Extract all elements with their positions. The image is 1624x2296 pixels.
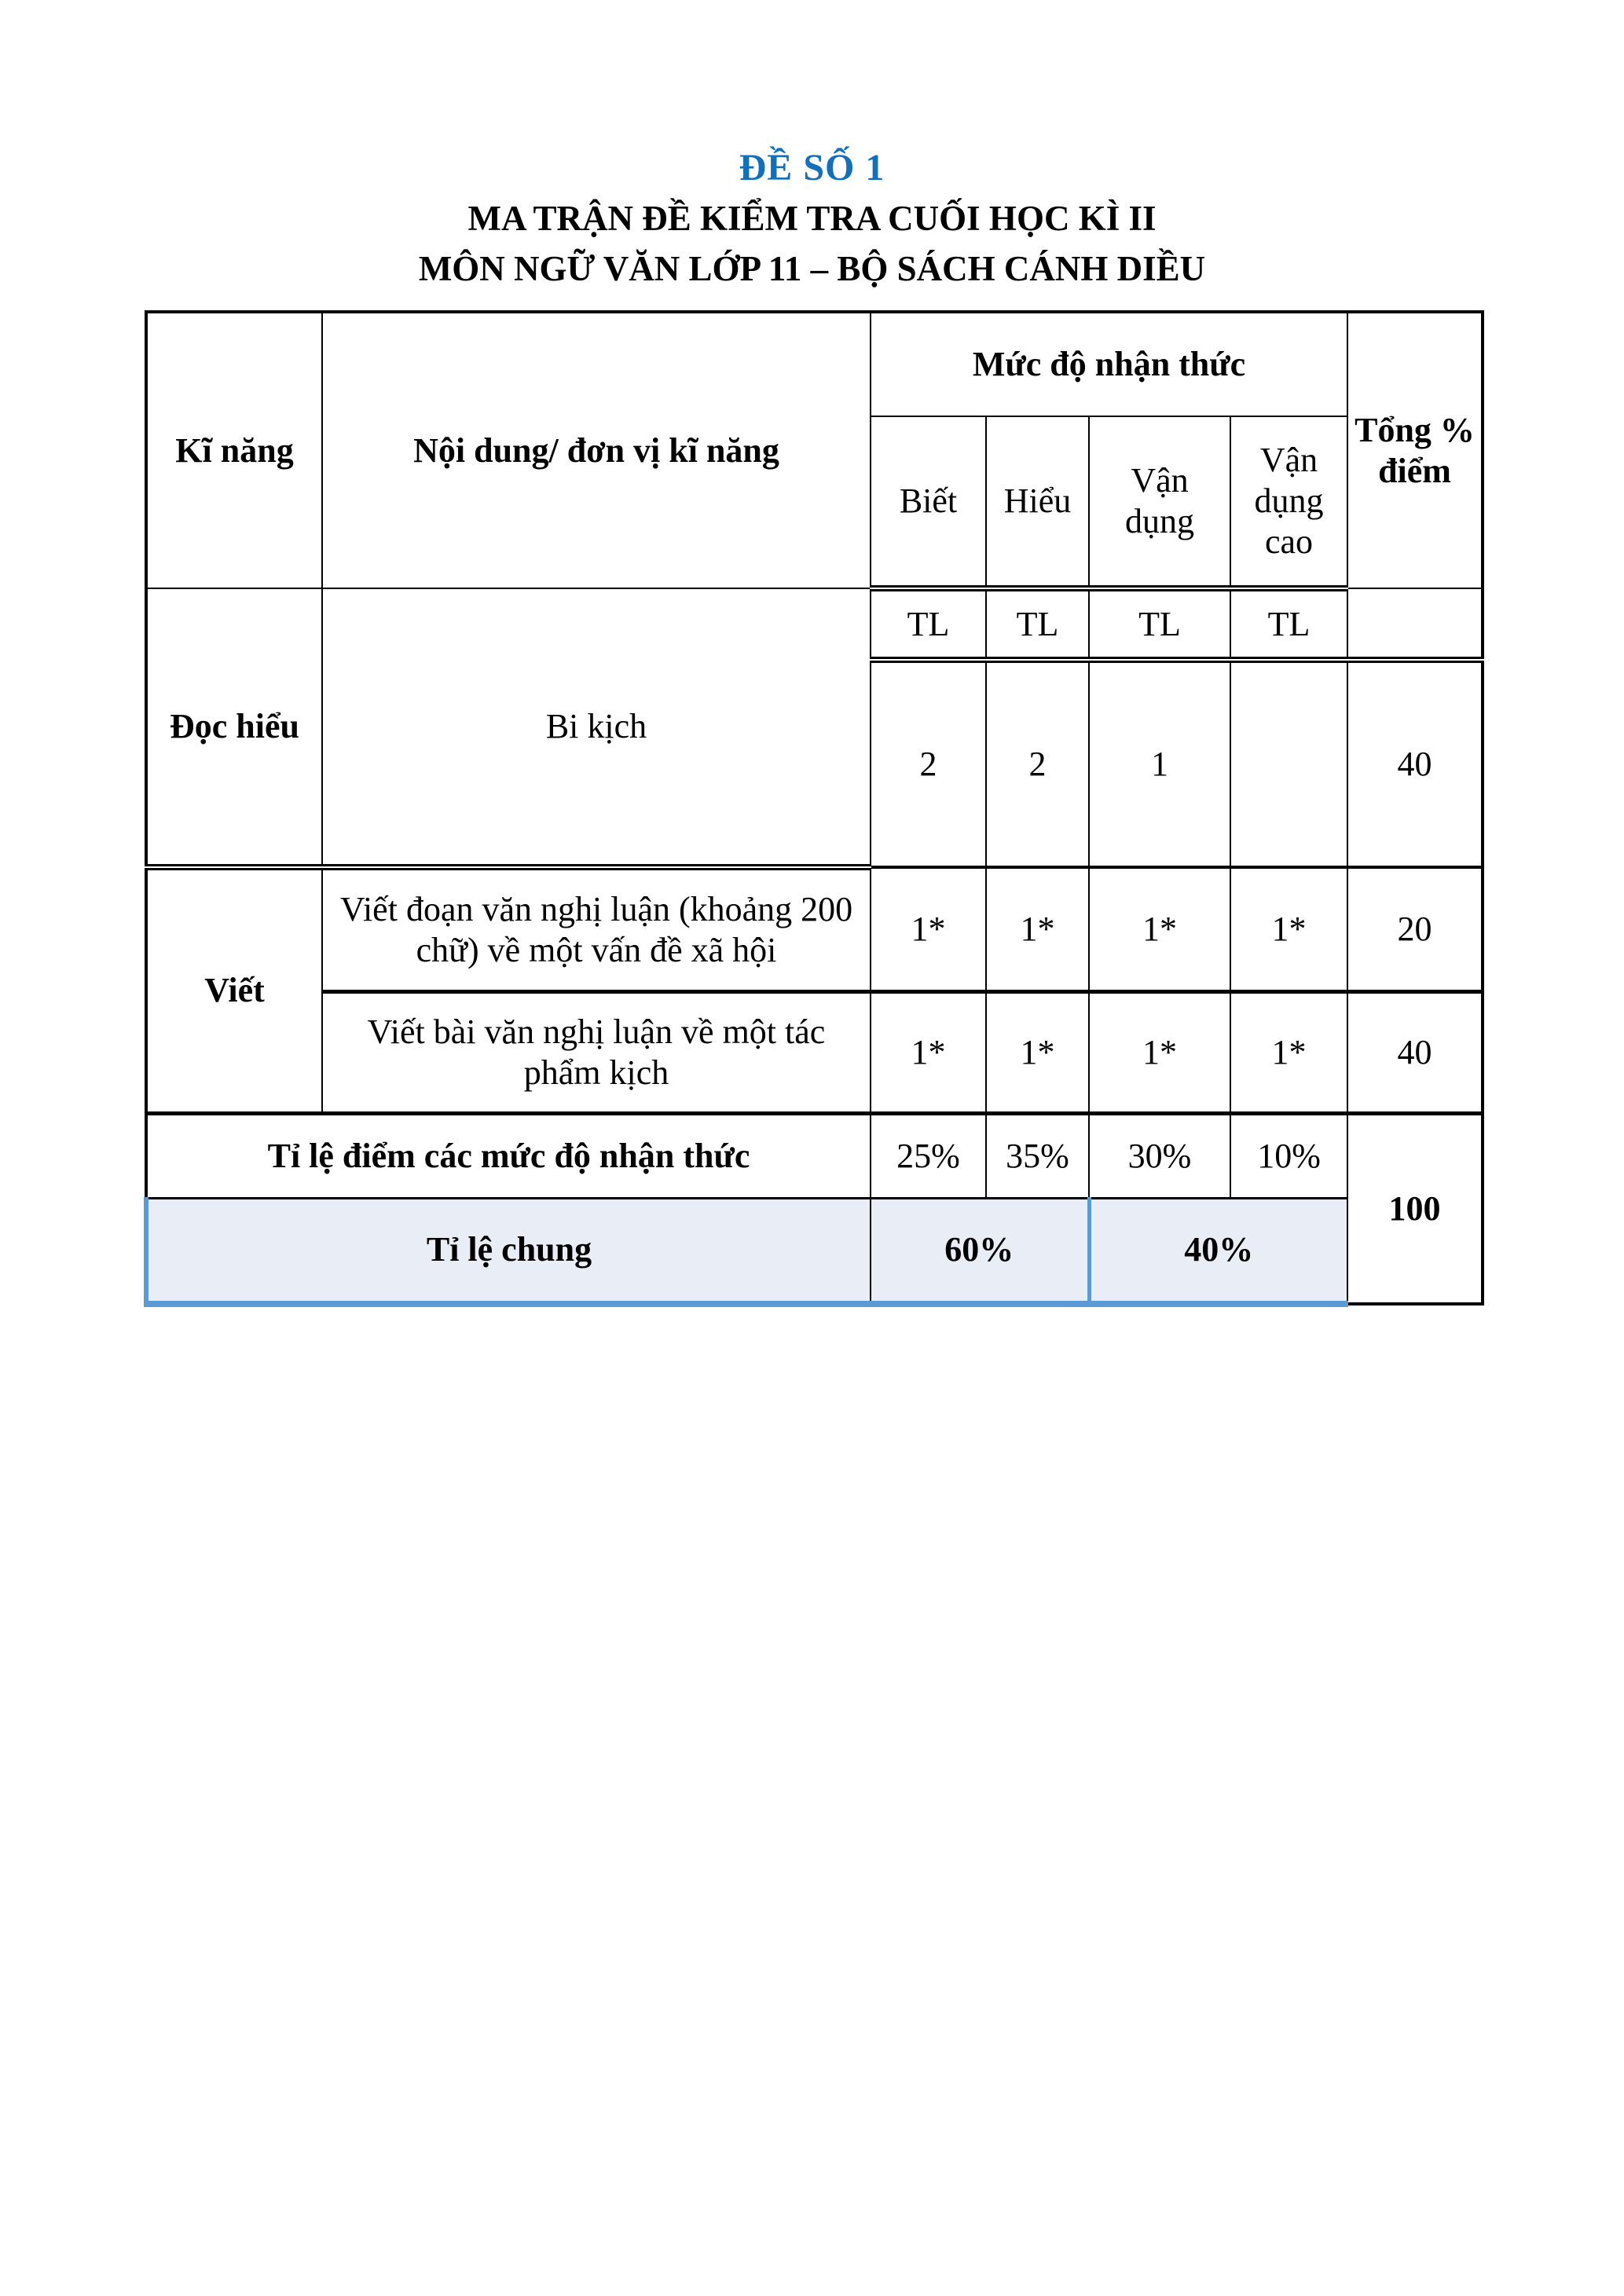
common-ratio-row — [146, 1198, 1483, 1304]
page-title: ĐỀ SỐ 1 — [739, 147, 885, 189]
writing-task-1-count-3: 1* — [1230, 991, 1347, 1113]
reading-skill: Đọc hiểu — [146, 588, 322, 867]
writing-task-0-content: Viết đoạn văn nghị luận (khoảng 200 chữ) về một vấn đề xã hội — [322, 867, 871, 991]
page-subtitle-line1: MA TRẬN ĐỀ KIỂM TRA CUỐI HỌC KÌ II — [467, 199, 1157, 238]
header-skill: Kĩ năng — [146, 312, 322, 588]
ratio-label: Tỉ lệ điểm các mức độ nhận thức — [146, 1113, 871, 1198]
writing-task-1-content: Viết bài văn nghị luận về một tác phẩm kịch — [322, 991, 871, 1113]
reading-format-0: TL — [871, 588, 986, 660]
writing-task-0-count-2: 1* — [1089, 867, 1230, 991]
reading-format-total-empty — [1347, 588, 1483, 660]
header-level-understand: Hiểu — [986, 416, 1089, 588]
reading-count-1: 2 — [986, 660, 1089, 867]
reading-count-3 — [1230, 660, 1347, 867]
exam-matrix-table — [144, 310, 1484, 1307]
reading-count-2: 1 — [1089, 660, 1230, 867]
common-ratio-label: Tỉ lệ chung — [146, 1198, 871, 1304]
writing-task-1-total: 40 — [1347, 991, 1483, 1113]
writing-task-0-count-3: 1* — [1230, 867, 1347, 991]
ratio-row — [146, 1113, 1483, 1198]
writing-task-1-count-2: 1* — [1089, 991, 1230, 1113]
reading-format-1: TL — [986, 588, 1089, 660]
ratio-apply-high: 10% — [1230, 1113, 1347, 1198]
writing-task-0-count-1: 1* — [986, 867, 1089, 991]
common-ratio-40: 40% — [1089, 1198, 1347, 1304]
writing-skill: Viết — [146, 867, 322, 1113]
reading-content: Bi kịch — [322, 588, 871, 867]
reading-format-3: TL — [1230, 588, 1347, 660]
writing-task-0-total: 20 — [1347, 867, 1483, 991]
header-total: Tổng % điểm — [1347, 312, 1483, 588]
reading-total: 40 — [1347, 660, 1483, 867]
writing-task-0-count-0: 1* — [871, 867, 986, 991]
writing-task-row-0 — [146, 867, 1483, 991]
reading-format-row — [146, 588, 1483, 660]
header-level-apply: Vận dụng — [1089, 416, 1230, 588]
writing-task-1-count-1: 1* — [986, 991, 1089, 1113]
ratio-understand: 35% — [986, 1113, 1089, 1198]
header-levels-group: Mức độ nhận thức — [871, 312, 1347, 416]
header-row-group — [146, 312, 1483, 416]
grand-total: 100 — [1347, 1113, 1483, 1304]
writing-task-1-count-0: 1* — [871, 991, 986, 1113]
header-level-know: Biết — [871, 416, 986, 588]
reading-format-2: TL — [1089, 588, 1230, 660]
writing-task-row-1 — [146, 991, 1483, 1113]
title-block — [0, 143, 1624, 294]
page-subtitle-line2: MÔN NGỮ VĂN LỚP 11 – BỘ SÁCH CÁNH DIỀU — [418, 249, 1206, 288]
header-content: Nội dung/ đơn vị kĩ năng — [322, 312, 871, 588]
header-level-apply-high: Vận dụng cao — [1230, 416, 1347, 588]
ratio-apply: 30% — [1089, 1113, 1230, 1198]
common-ratio-60: 60% — [871, 1198, 1089, 1304]
ratio-know: 25% — [871, 1113, 986, 1198]
reading-count-0: 2 — [871, 660, 986, 867]
